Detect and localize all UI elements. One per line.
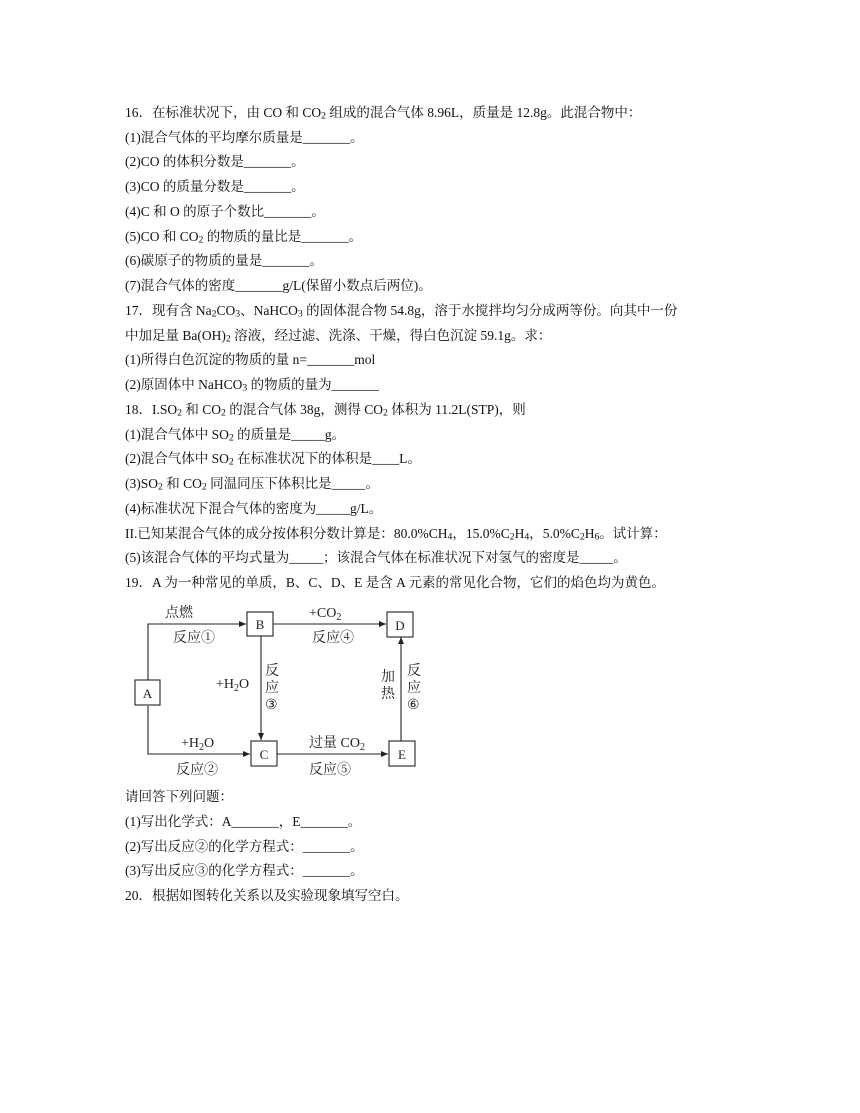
node-a <box>135 680 160 705</box>
label-ab-reaction: 反应① <box>173 631 215 646</box>
reaction-flow-diagram <box>125 600 425 785</box>
label-bd-reagent: $+CO_2$ <box>309 606 342 623</box>
label-bc-reaction-3: ③ <box>265 698 278 713</box>
q18-item-3: $(3)SO_2$ 和 $CO_2$ 同温同压下体积比是_____。 <box>125 476 379 493</box>
q18-item-4: (4)标准状况下混合气体的密度为_____g/L。 <box>125 501 383 516</box>
node-e <box>389 741 415 766</box>
q16-item-2: (2)CO 的体积分数是_______。 <box>125 154 305 169</box>
node-b <box>247 612 273 636</box>
svg-text:C: C <box>259 747 269 762</box>
label-ce-reagent: 过量 $CO_2$ <box>309 736 365 753</box>
label-ed-condition-2: 热 <box>381 687 395 702</box>
q17-stem-line-1: 17．现有含 $Na_2CO_3$、NaHCO$_3$ 的固体混合物 54.8g，溶于水搅拌均匀分成两等份。向其中一份 <box>125 303 678 320</box>
q17-item-2: (2)原固体中 NaHCO$_3$ 的物质的量为_______ <box>125 377 379 394</box>
svg-text:A: A <box>142 686 153 701</box>
label-ed-condition-1: 加 <box>381 670 395 685</box>
svg-text:D: D <box>395 618 405 633</box>
q16-item-1: (1)混合气体的平均摩尔质量是_______。 <box>125 130 364 145</box>
q18-item-2: (2)混合气体中 $SO_2$ 在标准状况下的体积是____L。 <box>125 451 421 468</box>
label-bc-reagent: $+H_2O$ <box>216 677 250 694</box>
label-ed-reaction-2: 应 <box>407 681 421 696</box>
label-bc-reaction-2: 应 <box>265 681 279 696</box>
q18-item-5: (5)该混合气体的平均式量为_____；该混合气体在标准状况下对氢气的密度是_____。 <box>125 550 627 565</box>
node-d <box>387 612 413 637</box>
q17-item-1: (1)所得白色沉淀的物质的量 n=_______mol <box>125 352 376 367</box>
label-ac-reagent: $+H_2O$ <box>181 736 215 753</box>
svg-text:E: E <box>398 747 406 762</box>
q18-stem: 18．$I.SO_2$ 和 $CO_2$ 的混合气体 38g，测得 $CO_2$ 体积为 11.2L(STP)，则 <box>125 402 526 419</box>
label-ed-reaction-3: ⑥ <box>407 698 420 713</box>
q19-prompt: 请回答下列问题： <box>125 789 233 804</box>
q16-item-7: (7)混合气体的密度_______g/L(保留小数点后两位)。 <box>125 278 432 293</box>
q16-item-3: (3)CO 的质量分数是_______。 <box>125 179 305 194</box>
q16-stem: 16．在标准状况下，由 CO 和 $CO_2$ 组成的混合气体 8.96L，质量是 12.8g。此混合物中： <box>125 105 642 122</box>
label-ce-reaction: 反应⑤ <box>309 763 351 778</box>
q19-item-1: (1)写出化学式：A_______，E_______。 <box>125 814 362 829</box>
q17-stem-line-2: 中加足量 $Ba(OH)_2$ 溶液，经过滤、洗涤、干燥，得白色沉淀 59.1g。求： <box>125 328 552 345</box>
q16-item-4: (4)C 和 O 的原子个数比_______。 <box>125 204 325 219</box>
q20-stem: 20．根据如图转化关系以及实验现象填写空白。 <box>125 888 409 903</box>
q19-item-3: (3)写出反应③的化学方程式：_______。 <box>125 863 364 878</box>
node-c <box>251 741 277 766</box>
q18-part-2-stem: II.已知某混合气体的成分按体积分数计算是：$80.0\%CH_4$，$15.0\%C_2H_4$，$5.0\%C_2H_6$。试计算： <box>125 526 667 543</box>
q19-stem: 19．A 为一种常见的单质，B、C、D、E 是含 A 元素的常见化合物，它们的焰色均为黄色。 <box>125 575 666 590</box>
q18-item-1: (1)混合气体中 $SO_2$ 的质量是_____g。 <box>125 427 346 444</box>
label-ed-reaction-1: 反 <box>407 664 421 679</box>
q19-item-2: (2)写出反应②的化学方程式：_______。 <box>125 839 364 854</box>
label-bd-reaction: 反应④ <box>312 631 354 646</box>
q16-item-5: (5)CO 和 $CO_2$ 的物质的量比是_______。 <box>125 229 362 246</box>
label-ac-reaction: 反应② <box>176 763 218 778</box>
label-ab-condition: 点燃 <box>165 606 193 621</box>
q16-item-6: (6)碳原子的物质的量是_______。 <box>125 253 323 268</box>
label-bc-reaction-1: 反 <box>265 664 279 679</box>
svg-text:B: B <box>255 617 265 632</box>
